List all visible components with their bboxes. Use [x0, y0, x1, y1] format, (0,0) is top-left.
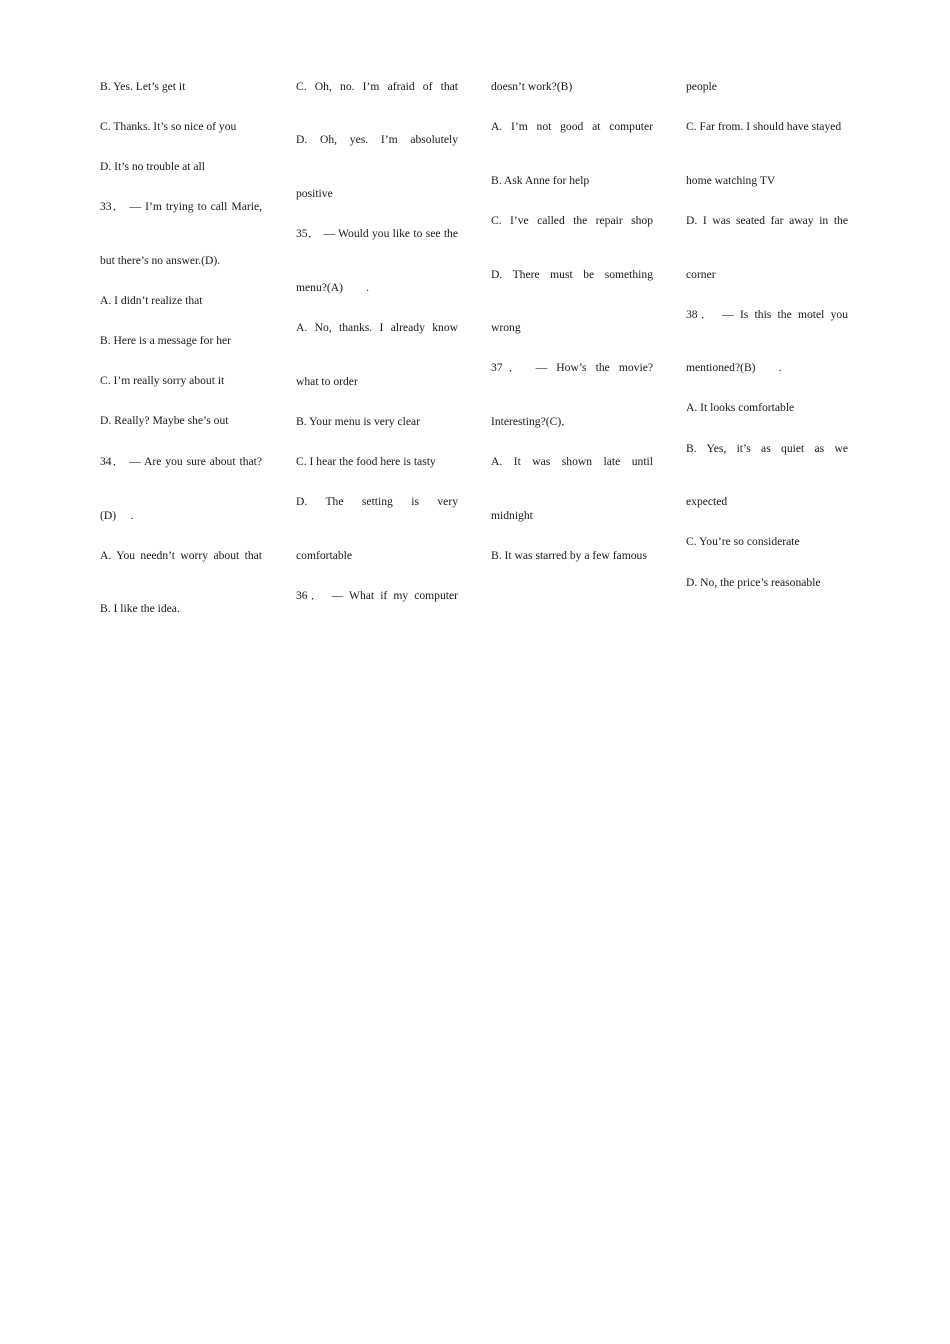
text-line: positive	[296, 187, 333, 200]
text-line: wrong	[491, 321, 521, 334]
text-line: mentioned?(B) .	[686, 361, 782, 374]
question-33-line: 33． — I’m trying to call Marie,	[100, 200, 262, 213]
text-line: but there’s no answer.(D).	[100, 254, 221, 267]
text-line: B. Your menu is very clear	[296, 415, 420, 428]
question-37-line: 37． — How’s the movie?	[491, 361, 653, 374]
text-line: home watching TV	[686, 174, 776, 187]
text-line: C. I hear the food here is tasty	[296, 455, 436, 468]
text-line: A. It was shown late until	[491, 455, 653, 468]
text-line: menu?(A) .	[296, 281, 370, 294]
text-line: A. I’m not good at computer	[491, 120, 653, 133]
question-34-line: 34． — Are you sure about that?	[100, 455, 262, 468]
question-38-line: 38． — Is this the motel you	[686, 308, 848, 321]
text-line: corner	[686, 268, 716, 281]
text-line: D. Really? Maybe she’s out	[100, 414, 229, 427]
text-line: C. Far from. I should have stayed	[686, 120, 842, 133]
text-line: D. No, the price’s reasonable	[686, 576, 821, 589]
text-line: C. I’m really sorry about it	[100, 374, 225, 387]
text-line: A. I didn’t realize that	[100, 294, 203, 307]
text-line: D. I was seated far away in the	[686, 214, 848, 227]
question-35-line: 35． — Would you like to see the	[296, 227, 458, 240]
text-line: what to order	[296, 375, 358, 388]
text-line: A. You needn’t worry about that	[100, 549, 262, 562]
text-line: B. It was starred by a few famous	[491, 549, 647, 562]
question-36-line: 36． — What if my computer	[296, 589, 458, 602]
text-line: A. No, thanks. I already know	[296, 321, 458, 334]
text-line: C. Thanks. It’s so nice of you	[100, 120, 237, 133]
text-line: B. Ask Anne for help	[491, 174, 590, 187]
text-line: D. The setting is very	[296, 495, 458, 508]
text-line: people	[686, 80, 717, 93]
text-line: expected	[686, 495, 728, 508]
text-line: A. It looks comfortable	[686, 401, 795, 414]
text-line: doesn’t work?(B)	[491, 80, 573, 93]
text-line: D. Oh, yes. I’m absolutely	[296, 133, 458, 146]
text-line: C. Oh, no. I’m afraid of that	[296, 80, 458, 93]
text-line: D. There must be something	[491, 268, 653, 281]
text-line: C. You’re so considerate	[686, 535, 800, 548]
text-line: B. Here is a message for her	[100, 334, 232, 347]
text-line: comfortable	[296, 549, 353, 562]
text-line: C. I’ve called the repair shop	[491, 214, 653, 227]
text-line: B. I like the idea.	[100, 602, 180, 615]
text-line: B. Yes, it’s as quiet as we	[686, 442, 848, 455]
text-line: Interesting?(C)．	[491, 415, 573, 428]
text-line: D. It’s no trouble at all	[100, 160, 205, 173]
text-line: (D) .	[100, 509, 134, 522]
text-line: B. Yes. Let’s get it	[100, 80, 186, 93]
text-line: midnight	[491, 509, 533, 522]
